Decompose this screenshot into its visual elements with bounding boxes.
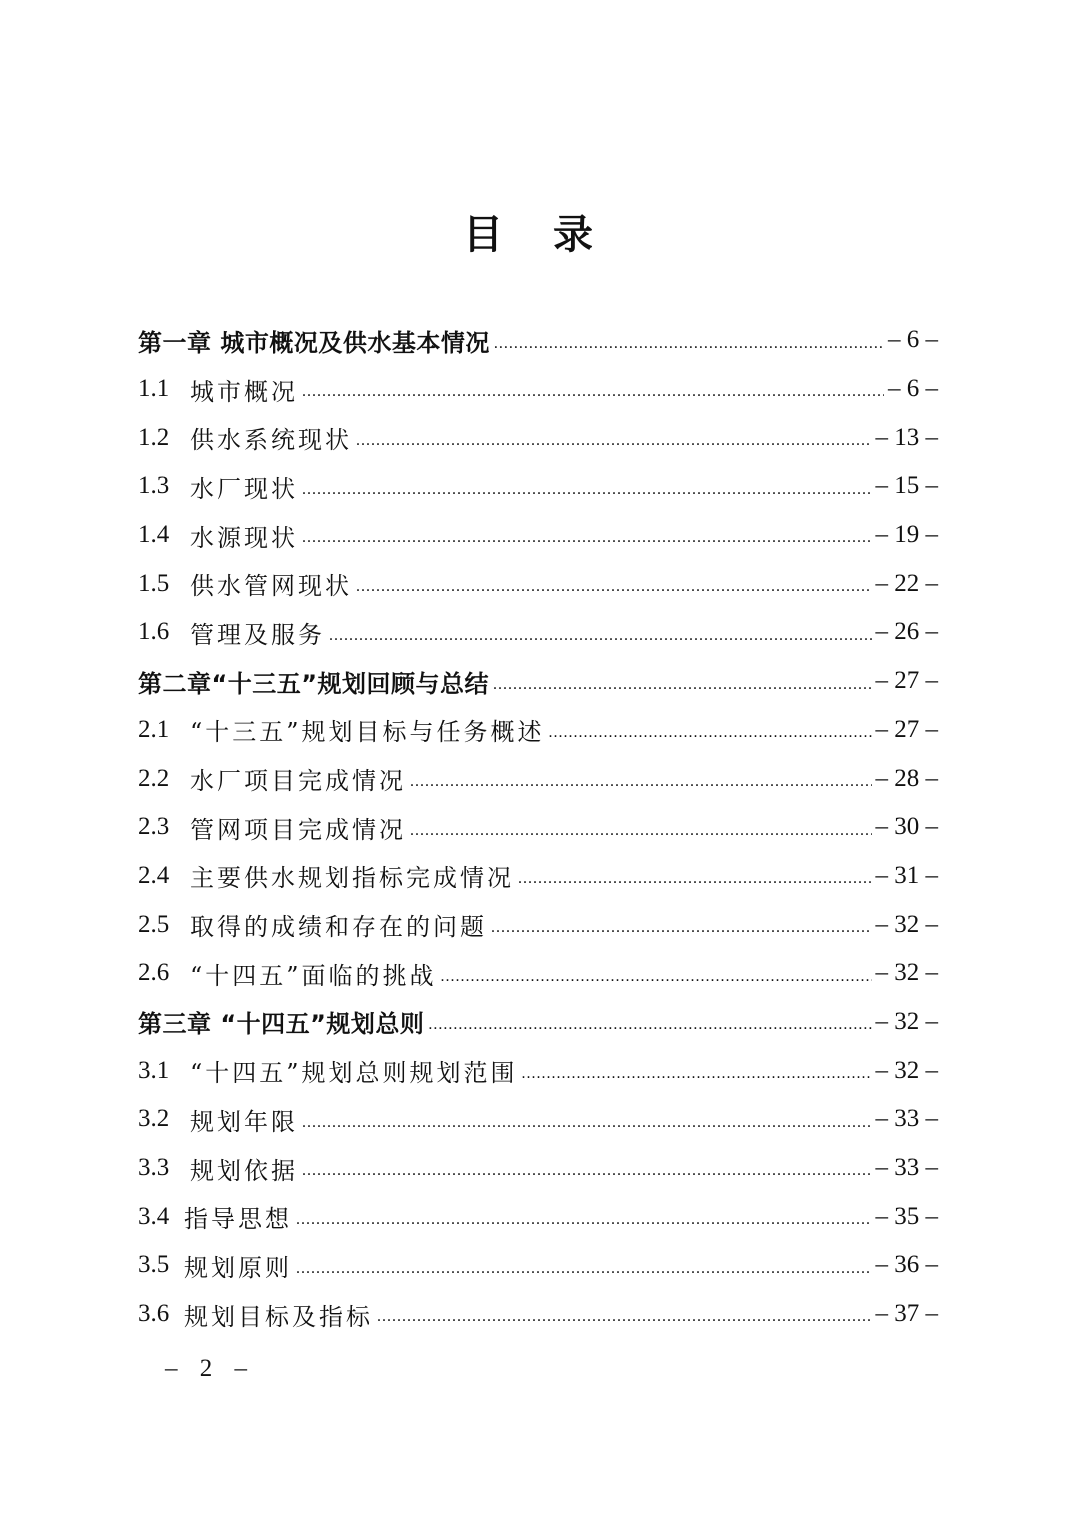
- table-of-contents: [138, 316, 938, 1338]
- toc-section-number: 2.4: [138, 861, 170, 889]
- toc-chapter-2[interactable]: [138, 657, 938, 706]
- toc-entry-label: 第二章“十三五”规划回顾与总结: [138, 669, 490, 698]
- toc-section-number: 3.6: [138, 1300, 170, 1328]
- toc-section-number: 2.6: [138, 959, 170, 987]
- toc-section-number: 3.1: [138, 1056, 170, 1084]
- toc-page-number: – 32 –: [875, 959, 938, 987]
- toc-dot-leader: [549, 724, 872, 742]
- toc-entry-label: 规划原则: [184, 1253, 292, 1282]
- toc-entry-label: 第三章 “十四五”规划总则: [138, 1010, 425, 1039]
- toc-dot-leader: [302, 1114, 872, 1132]
- toc-entry-label: “十三五”规划目标与任务概述: [190, 718, 545, 747]
- toc-section-number: 2.5: [138, 910, 170, 938]
- toc-page-number: – 22 –: [875, 569, 938, 597]
- toc-section-3-1[interactable]: [138, 1046, 938, 1095]
- toc-dot-leader: [302, 529, 872, 547]
- toc-page-number: – 19 –: [875, 521, 938, 549]
- toc-page-number: – 26 –: [875, 618, 938, 646]
- toc-section-number: 3.2: [138, 1105, 170, 1133]
- toc-section-1-3[interactable]: [138, 462, 938, 511]
- toc-dot-leader: [518, 870, 872, 888]
- toc-section-number: 1.3: [138, 472, 170, 500]
- toc-dot-leader: [428, 1016, 871, 1034]
- toc-page-number: – 33 –: [875, 1154, 938, 1182]
- toc-section-3-6[interactable]: [138, 1290, 938, 1339]
- toc-entry-label: 规划年限: [190, 1107, 298, 1136]
- toc-section-number: 2.1: [138, 715, 170, 743]
- toc-entry-label: 规划目标及指标: [184, 1302, 373, 1331]
- toc-section-1-4[interactable]: [138, 511, 938, 560]
- toc-page-number: – 32 –: [875, 1056, 938, 1084]
- toc-page-number: – 28 –: [875, 764, 938, 792]
- toc-page-number: – 6 –: [888, 375, 938, 403]
- toc-section-2-2[interactable]: [138, 754, 938, 803]
- toc-dot-leader: [494, 335, 884, 353]
- toc-entry-label: 水厂项目完成情况: [190, 767, 406, 796]
- toc-section-number: 1.4: [138, 521, 170, 549]
- toc-dot-leader: [410, 773, 872, 791]
- toc-section-number: 1.1: [138, 375, 170, 403]
- toc-entry-label: 取得的成绩和存在的问题: [190, 913, 487, 942]
- toc-dot-leader: [302, 481, 872, 499]
- toc-section-2-6[interactable]: [138, 949, 938, 998]
- toc-section-number: 1.2: [138, 423, 170, 451]
- toc-dot-leader: [302, 383, 884, 401]
- toc-page-number: – 15 –: [875, 472, 938, 500]
- toc-entry-label: 指导思想: [184, 1205, 292, 1234]
- toc-entry-label: 水厂现状: [190, 474, 298, 503]
- toc-section-2-3[interactable]: [138, 803, 938, 852]
- toc-dot-leader: [296, 1211, 872, 1229]
- toc-section-3-2[interactable]: [138, 1095, 938, 1144]
- toc-section-2-1[interactable]: [138, 706, 938, 755]
- toc-page-number: – 37 –: [875, 1300, 938, 1328]
- toc-page-number: – 27 –: [875, 715, 938, 743]
- toc-section-3-5[interactable]: [138, 1241, 938, 1290]
- toc-dot-leader: [493, 676, 871, 694]
- toc-section-1-5[interactable]: [138, 559, 938, 608]
- toc-section-number: 1.5: [138, 569, 170, 597]
- toc-section-number: 1.6: [138, 618, 170, 646]
- toc-page-number: – 32 –: [875, 910, 938, 938]
- toc-entry-label: “十四五”面临的挑战: [190, 961, 437, 990]
- toc-entry-label: 水源现状: [190, 523, 298, 552]
- toc-dot-leader: [410, 822, 872, 840]
- toc-dot-leader: [491, 919, 872, 937]
- toc-entry-label: 主要供水规划指标完成情况: [190, 864, 514, 893]
- toc-section-3-4[interactable]: [138, 1192, 938, 1241]
- toc-section-number: 2.2: [138, 764, 170, 792]
- toc-dot-leader: [441, 968, 872, 986]
- toc-entry-label: “十四五”规划总则规划范围: [190, 1059, 518, 1088]
- toc-section-2-4[interactable]: [138, 852, 938, 901]
- toc-section-number: 2.3: [138, 813, 170, 841]
- footer-page-number: – 2 –: [165, 1355, 255, 1382]
- toc-entry-label: 供水管网现状: [190, 572, 352, 601]
- toc-section-3-3[interactable]: [138, 1144, 938, 1193]
- toc-page-number: – 13 –: [875, 423, 938, 451]
- toc-dot-leader: [356, 578, 872, 596]
- toc-page-number: – 30 –: [875, 813, 938, 841]
- page-title: 目 录: [463, 212, 611, 258]
- toc-dot-leader: [377, 1308, 872, 1326]
- toc-entry-label: 第一章 城市概况及供水基本情况: [138, 328, 490, 357]
- toc-section-1-6[interactable]: [138, 608, 938, 657]
- toc-section-number: 3.4: [138, 1202, 170, 1230]
- toc-page-number: – 33 –: [875, 1105, 938, 1133]
- toc-section-1-1[interactable]: [138, 365, 938, 414]
- toc-section-1-2[interactable]: [138, 413, 938, 462]
- toc-entry-label: 管理及服务: [190, 620, 325, 649]
- toc-page-number: – 32 –: [875, 1007, 938, 1035]
- toc-dot-leader: [302, 1162, 872, 1180]
- toc-dot-leader: [296, 1260, 872, 1278]
- toc-chapter-3[interactable]: [138, 998, 938, 1047]
- toc-page-number: – 35 –: [875, 1202, 938, 1230]
- toc-entry-label: 规划依据: [190, 1156, 298, 1185]
- toc-dot-leader: [522, 1065, 872, 1083]
- toc-section-number: 3.5: [138, 1251, 170, 1279]
- toc-page-number: – 6 –: [888, 326, 938, 354]
- toc-page-number: – 31 –: [875, 861, 938, 889]
- toc-entry-label: 管网项目完成情况: [190, 815, 406, 844]
- toc-chapter-1[interactable]: [138, 316, 938, 365]
- toc-section-2-5[interactable]: [138, 900, 938, 949]
- toc-dot-leader: [356, 432, 872, 450]
- toc-section-number: 3.3: [138, 1154, 170, 1182]
- toc-page-number: – 36 –: [875, 1251, 938, 1279]
- toc-dot-leader: [329, 627, 872, 645]
- toc-entry-label: 供水系统现状: [190, 426, 352, 455]
- toc-entry-label: 城市概况: [190, 377, 298, 406]
- toc-page-number: – 27 –: [875, 667, 938, 695]
